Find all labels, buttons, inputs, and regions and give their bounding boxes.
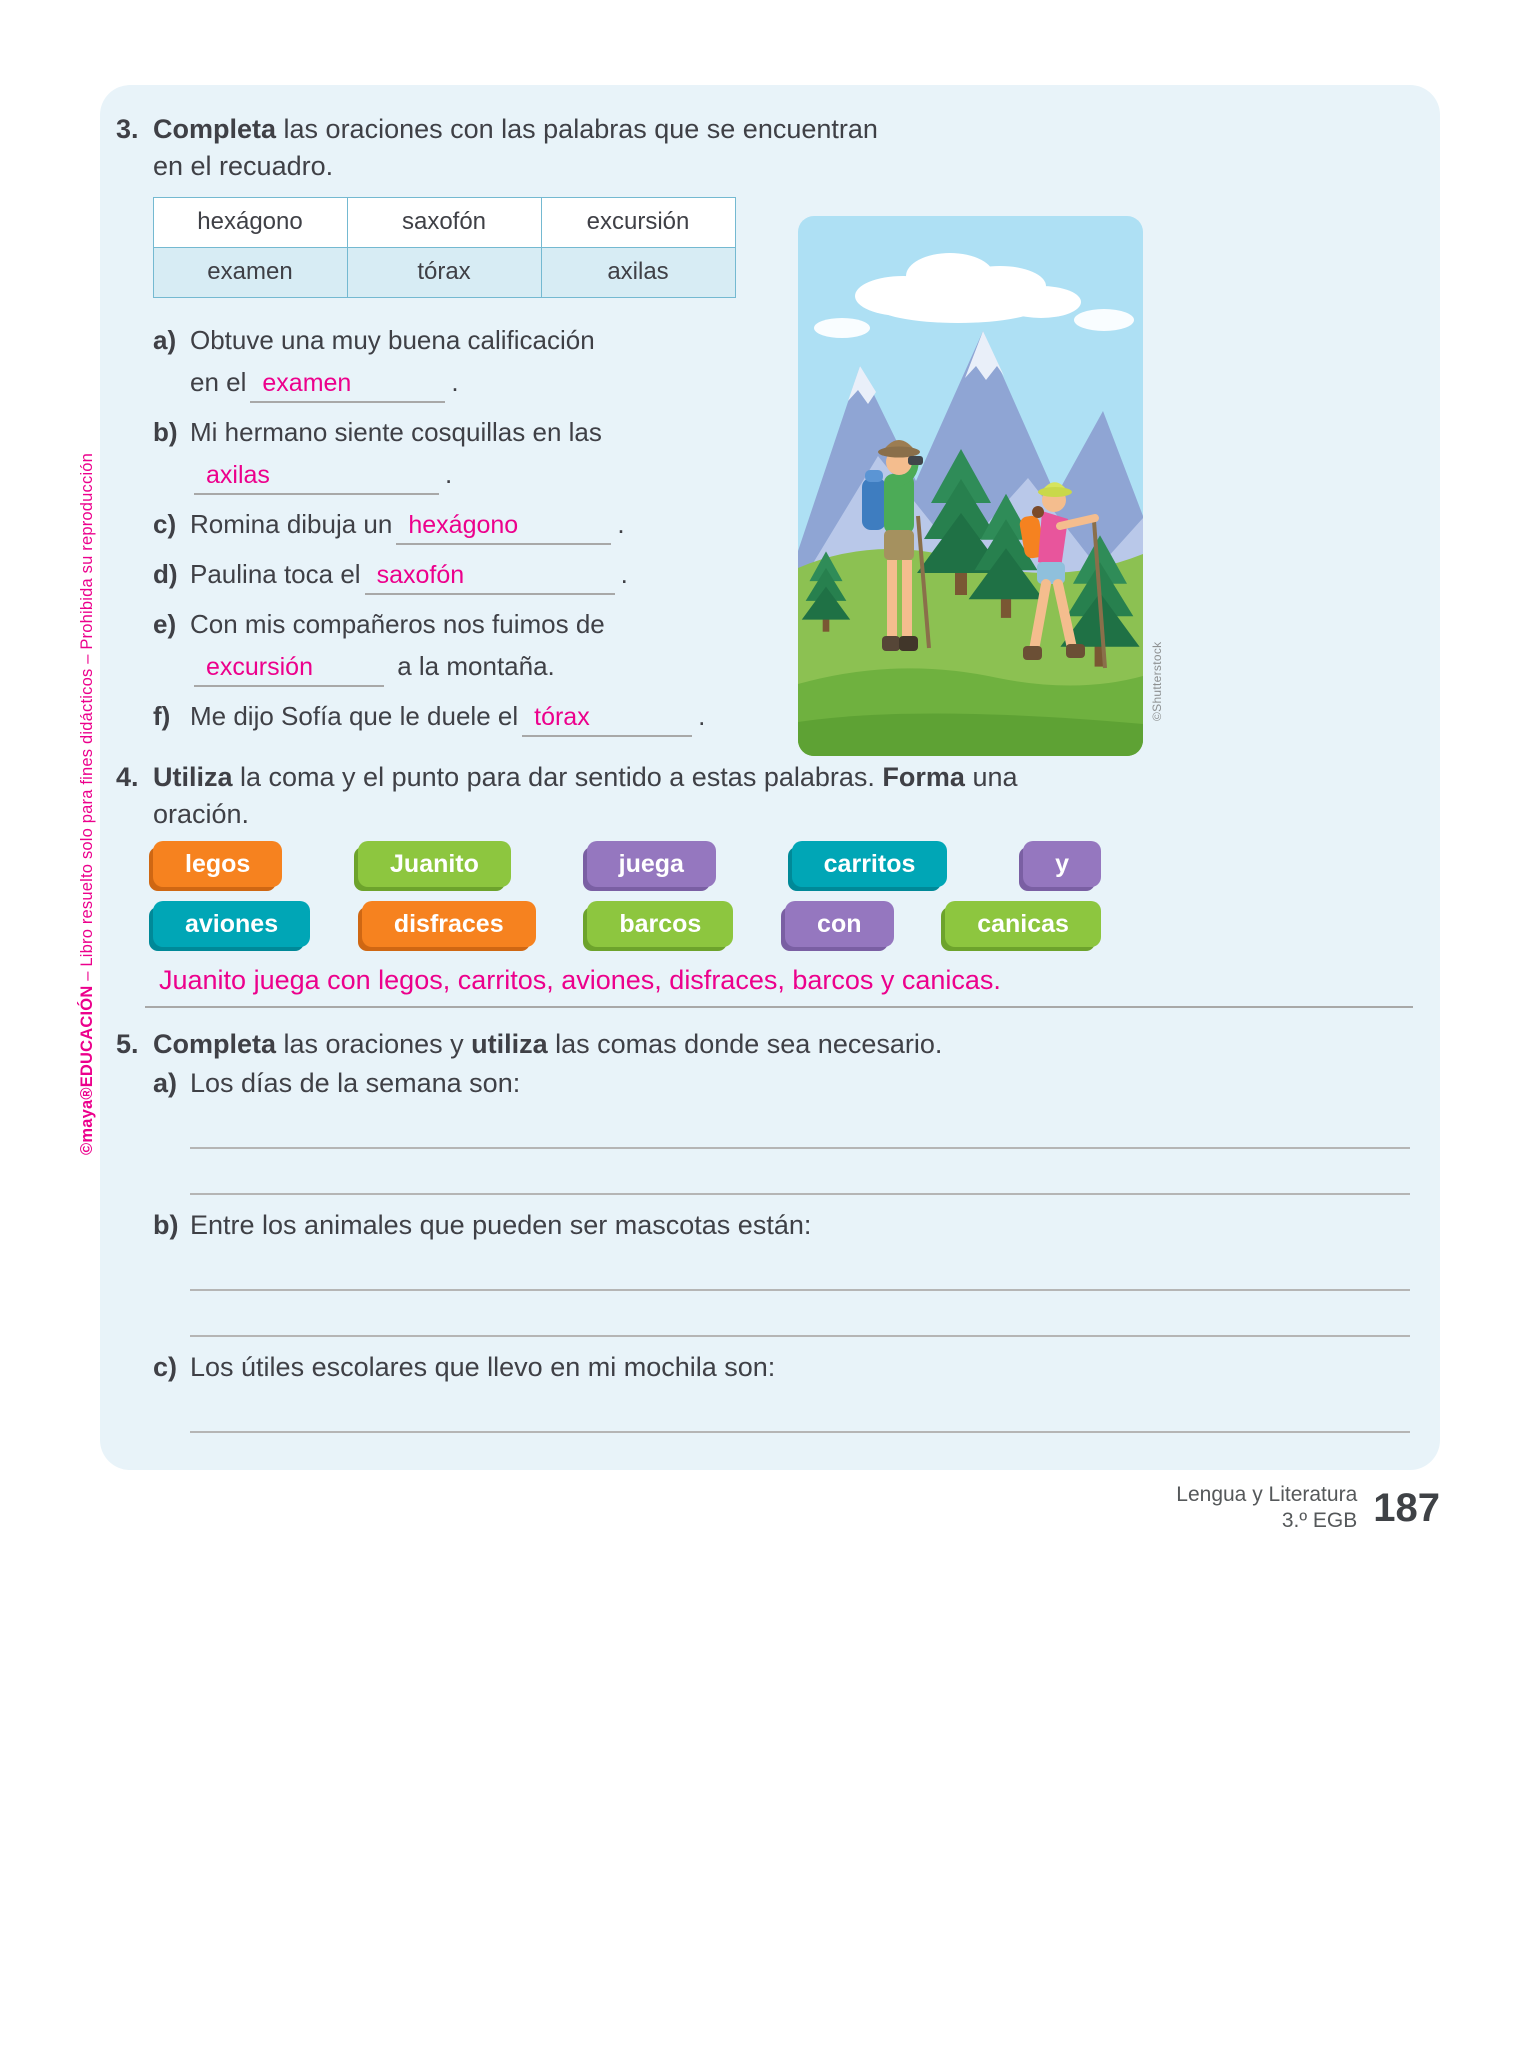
item-text: Los útiles escolares que llevo en mi mochila son: <box>190 1352 776 1382</box>
item-label: f) <box>153 701 171 731</box>
exercise4-title: Utiliza la coma y el punto para dar sentido a estas palabras. Forma una oración. <box>153 762 1018 829</box>
word-box-cell: excursión <box>541 197 736 248</box>
item-label: a) <box>153 1068 178 1098</box>
hikers-illustration <box>798 216 1143 756</box>
exercise4-number: 4. <box>116 762 139 792</box>
exercise3-item-f: f) Me dijo Sofía que le duele el tórax . <box>153 695 753 737</box>
exercise5-item-a <box>153 1063 1410 1195</box>
exercise5-item-c <box>153 1347 1410 1470</box>
item-text: Entre los animales que pueden ser mascotas están: <box>190 1210 812 1240</box>
exercise4-answer-line: Juanito juega con legos, carritos, aviones, disfraces, barcos y canicas. <box>145 963 1413 1008</box>
answer-blank-f: tórax <box>522 698 692 737</box>
word-box-cell: axilas <box>541 247 736 298</box>
word-chips <box>153 841 1101 947</box>
illustration-frame <box>798 216 1164 756</box>
chips-row-1 <box>153 841 1101 887</box>
writing-line <box>190 1103 1410 1149</box>
page-footer <box>1176 1482 1440 1534</box>
answer-blank-e: excursión <box>194 648 384 687</box>
footer-grade: 3.º EGB <box>1281 1509 1358 1532</box>
exercise3-items-column <box>153 197 753 737</box>
exercise-3 <box>116 111 1410 745</box>
item-text: Con mis compañeros nos fuimos de <box>190 609 605 639</box>
exercise5-item-b <box>153 1205 1410 1337</box>
word-chip-con: con <box>785 901 893 947</box>
word-box-cell: saxofón <box>347 197 542 248</box>
item-label: b) <box>153 1210 179 1240</box>
item-label: e) <box>153 609 177 639</box>
item-text: Los días de la semana son: <box>190 1068 521 1098</box>
answer-blank-a: examen <box>250 364 445 403</box>
word-box-cell: examen <box>153 247 348 298</box>
word-box-cell: hexágono <box>153 197 348 248</box>
publisher-brand: ©maya®EDUCACIÓN <box>78 985 96 1155</box>
word-chip-juanito: Juanito <box>358 841 511 887</box>
item-text: Me dijo Sofía que le duele el <box>190 701 519 731</box>
word-chip-carritos: carritos <box>792 841 948 887</box>
exercise5-number: 5. <box>116 1029 139 1059</box>
answer-blank-b: axilas <box>194 456 439 495</box>
word-chip-juega: juega <box>587 841 716 887</box>
exercise3-item-a: a) Obtuve una muy buena calificación en el examen . <box>153 319 753 403</box>
word-box <box>153 197 753 297</box>
word-chip-barcos: barcos <box>587 901 733 947</box>
item-label: c) <box>153 509 177 539</box>
item-text: Romina dibuja un <box>190 509 393 539</box>
item-label: b) <box>153 417 178 447</box>
exercise5-title: Completa las oraciones y utiliza las comas donde sea necesario. <box>153 1029 943 1059</box>
writing-line <box>190 1387 1410 1433</box>
item-text: Paulina toca el <box>190 559 361 589</box>
publisher-notice: – Libro resuelto solo para fines didácticos – Prohibida su reproducción <box>78 452 96 986</box>
writing-line <box>190 1245 1410 1291</box>
exercise-4 <box>116 759 1410 1008</box>
item-label: a) <box>153 325 177 355</box>
item-text: en el <box>190 367 247 397</box>
writing-line <box>190 1433 1410 1470</box>
exercise-5 <box>116 1026 1410 1470</box>
exercise3-item-d: d) Paulina toca el saxofón . <box>153 553 753 595</box>
footer-subject-block <box>1176 1482 1357 1534</box>
image-credit: ©Shutterstock <box>1150 641 1164 721</box>
exercise3-item-b: b) Mi hermano siente cosquillas en las axilas . <box>153 411 753 495</box>
item-label: c) <box>153 1352 178 1382</box>
word-chip-aviones: aviones <box>153 901 310 947</box>
item-label: d) <box>153 559 178 589</box>
word-chip-disfraces: disfraces <box>362 901 536 947</box>
item-text: Mi hermano siente cosquillas en las <box>190 417 602 447</box>
footer-subject: Lengua y Literatura <box>1176 1483 1358 1506</box>
content-card <box>100 85 1440 1470</box>
answer-blank-c: hexágono <box>396 506 611 545</box>
exercise3-number: 3. <box>116 114 139 144</box>
exercise3-item-e: e) Con mis compañeros nos fuimos de excursión a la montaña. <box>153 603 753 687</box>
word-box-cell: tórax <box>347 247 542 298</box>
word-chip-canicas: canicas <box>945 901 1101 947</box>
exercise3-title: Completa las oraciones con las palabras que se encuentran en el recuadro. <box>153 114 878 181</box>
word-chip-y: y <box>1023 841 1101 887</box>
exercise3-item-c: c) Romina dibuja un hexágono . <box>153 503 753 545</box>
item-text: Obtuve una muy buena calificación <box>190 325 595 355</box>
writing-line <box>190 1149 1410 1195</box>
answer-blank-d: saxofón <box>365 556 615 595</box>
chips-row-2 <box>153 901 1101 947</box>
publisher-credit <box>78 453 97 1155</box>
page-number: 187 <box>1373 1485 1440 1530</box>
word-chip-legos: legos <box>153 841 282 887</box>
writing-line <box>190 1291 1410 1337</box>
